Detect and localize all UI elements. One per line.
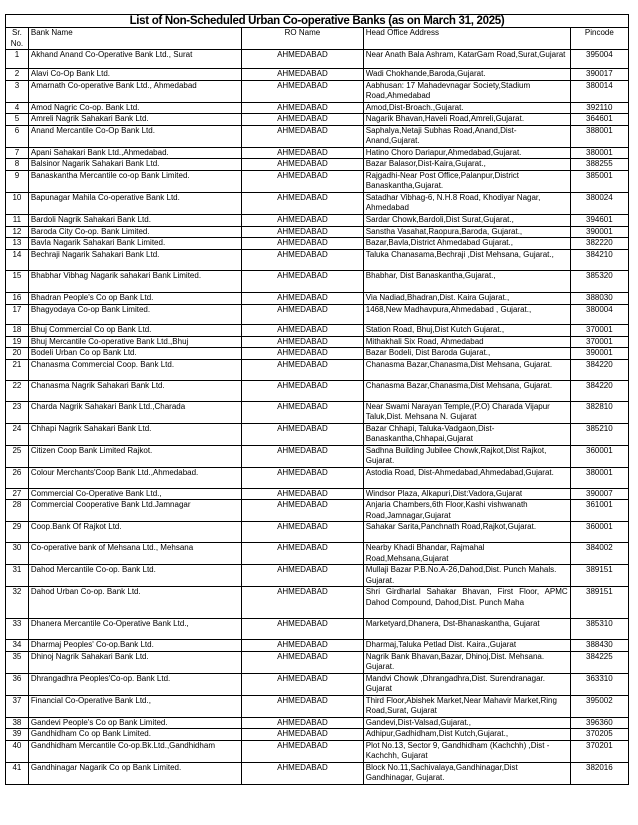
pincode-cell: 370201	[570, 740, 628, 762]
sr-cell: 40	[6, 740, 29, 762]
pincode-cell: 382220	[570, 238, 628, 250]
ro-name-cell: AHMEDABAD	[242, 102, 364, 114]
pincode-cell: 395004	[570, 50, 628, 69]
bank-list-table	[5, 14, 629, 785]
ro-name-cell: AHMEDABAD	[242, 226, 364, 238]
address-cell: Bazar,Bavla,District Ahmedabad Gujarat.,	[363, 238, 570, 250]
pincode-cell: 390001	[570, 348, 628, 360]
ro-name-cell: AHMEDABAD	[242, 147, 364, 159]
sr-cell: 17	[6, 304, 29, 324]
table-row	[6, 114, 629, 126]
bank-name-cell: Bapunagar Mahila Co-operative Bank Ltd.	[28, 192, 241, 214]
sr-cell: 32	[6, 587, 29, 619]
address-cell: Station Road, Bhuj,Dist Kutch Gujarat.,	[363, 324, 570, 336]
address-cell: Aabhusan: 17 Mahadevnagar Society,Stadium Road,Ahmedabad	[363, 80, 570, 102]
ro-name-cell: AHMEDABAD	[242, 270, 364, 292]
ro-name-cell: AHMEDABAD	[242, 170, 364, 192]
table-row	[6, 717, 629, 729]
table-row	[6, 348, 629, 360]
ro-name-cell: AHMEDABAD	[242, 159, 364, 171]
sr-cell: 18	[6, 324, 29, 336]
address-cell: Bazar Bodeli, Dist Baroda Gujarat.,	[363, 348, 570, 360]
header-bank-name: Bank Name	[28, 28, 241, 50]
pincode-cell: 384002	[570, 543, 628, 565]
table-row	[6, 125, 629, 147]
bank-name-cell: Dhinoj Nagrik Sahakari Bank Ltd.	[28, 651, 241, 673]
sr-cell: 6	[6, 125, 29, 147]
sr-cell: 26	[6, 467, 29, 488]
table-row	[6, 214, 629, 226]
address-cell: Dharmaj,Taluka Petlad Dist. Kaira.,Gujarat	[363, 640, 570, 652]
address-cell: Nagrik Bank Bhavan,Bazar, Dhinoj,Dist. Mehsana. Gujarat.	[363, 651, 570, 673]
sr-cell: 34	[6, 640, 29, 652]
pincode-cell: 380001	[570, 147, 628, 159]
bank-name-cell: Alavi Co-Op Bank Ltd.	[28, 69, 241, 81]
address-cell: Near Swami Narayan Temple,(P.O) Charada Vijapur Taluk,Dist. Mehsana N. Gujarat	[363, 401, 570, 423]
sr-cell: 25	[6, 445, 29, 467]
ro-name-cell: AHMEDABAD	[242, 619, 364, 640]
pincode-cell: 363310	[570, 673, 628, 695]
bank-name-cell: Amarnath Co-operative Bank Ltd., Ahmedabad	[28, 80, 241, 102]
address-cell: Sardar Chowk,Bardoli,Dist Surat,Gujarat.,	[363, 214, 570, 226]
bank-name-cell: Bhuj Mercantile Co-operative Bank Ltd.,Bhuj	[28, 336, 241, 348]
bank-name-cell: Akhand Anand Co-Operative Bank Ltd., Surat	[28, 50, 241, 69]
sr-cell: 31	[6, 565, 29, 587]
pincode-cell: 388430	[570, 640, 628, 652]
sr-cell: 16	[6, 292, 29, 304]
address-cell: Mithakhali Six Road, Ahmedabad	[363, 336, 570, 348]
table-row	[6, 445, 629, 467]
address-cell: Anjaria Chambers,6th Floor,Kashi vishwanath Road,Jamnagar,Gujarat	[363, 500, 570, 522]
sr-cell: 3	[6, 80, 29, 102]
address-cell: Saphalya,Netaji Subhas Road,Anand,Dist-Anand,Gujarat.	[363, 125, 570, 147]
bank-name-cell: Bhagyodaya Co-op Bank Limited.	[28, 304, 241, 324]
bank-name-cell: Commercial Co-Operative Bank Ltd.,	[28, 488, 241, 500]
sr-cell: 37	[6, 695, 29, 717]
ro-name-cell: AHMEDABAD	[242, 304, 364, 324]
table-row	[6, 304, 629, 324]
pincode-cell: 396360	[570, 717, 628, 729]
ro-name-cell: AHMEDABAD	[242, 717, 364, 729]
ro-name-cell: AHMEDABAD	[242, 249, 364, 270]
pincode-cell: 360001	[570, 522, 628, 543]
table-row	[6, 543, 629, 565]
bank-name-cell: Colour Merchants'Coop Bank Ltd.,Ahmedabad.	[28, 467, 241, 488]
header-pincode: Pincode	[570, 28, 628, 50]
table-row	[6, 587, 629, 619]
ro-name-cell: AHMEDABAD	[242, 651, 364, 673]
bank-name-cell: Commercial Cooperative Bank Ltd.Jamnagar	[28, 500, 241, 522]
bank-name-cell: Coop.Bank Of Rajkot Ltd.	[28, 522, 241, 543]
bank-name-cell: Dhrangadhra Peoples'Co-op. Bank Ltd.	[28, 673, 241, 695]
bank-name-cell: Bardoli Nagrik Sahakari Bank Ltd.	[28, 214, 241, 226]
sr-cell: 38	[6, 717, 29, 729]
ro-name-cell: AHMEDABAD	[242, 359, 364, 380]
sr-cell: 4	[6, 102, 29, 114]
pincode-cell: 390007	[570, 488, 628, 500]
address-cell: Third Floor,Abishek Market,Near Mahavir Market,Ring Road,Surat, Gujarat	[363, 695, 570, 717]
address-cell: Satadhar Vibhag-6, N.H.8 Road, Khodiyar Nagar, Ahmedabad	[363, 192, 570, 214]
sr-cell: 1	[6, 50, 29, 69]
header-address: Head Office Address	[363, 28, 570, 50]
bank-name-cell: Chanasma Commercial Coop. Bank Ltd.	[28, 359, 241, 380]
ro-name-cell: AHMEDABAD	[242, 740, 364, 762]
address-cell: Nearby Khadi Bhandar, Rajmahal Road,Mehsana,Gujarat	[363, 543, 570, 565]
ro-name-cell: AHMEDABAD	[242, 762, 364, 784]
address-cell: Bazar Balasor,Dist-Kaira,Gujarat.,	[363, 159, 570, 171]
address-cell: Plot No.13, Sector 9, Gandhidham (Kachchh) ,Dist - Kachchh, Gujarat	[363, 740, 570, 762]
table-row	[6, 619, 629, 640]
sr-cell: 22	[6, 380, 29, 401]
pincode-cell: 395002	[570, 695, 628, 717]
address-cell: Wadi Chokhande,Baroda,Gujarat.	[363, 69, 570, 81]
pincode-cell: 380014	[570, 80, 628, 102]
table-row	[6, 50, 629, 69]
ro-name-cell: AHMEDABAD	[242, 467, 364, 488]
bank-name-cell: Bechraji Nagarik Sahakari Bank Ltd.	[28, 249, 241, 270]
bank-name-cell: Dahod Mercantile Co-op. Bank Ltd.	[28, 565, 241, 587]
address-cell: Near Anath Bala Ashram, KatarGam Road,Surat,Gujarat	[363, 50, 570, 69]
bank-name-cell: Bhadran People's Co op Bank Ltd.	[28, 292, 241, 304]
pincode-cell: 385310	[570, 619, 628, 640]
table-row	[6, 170, 629, 192]
title-row	[6, 15, 629, 28]
sr-cell: 19	[6, 336, 29, 348]
sr-cell: 39	[6, 729, 29, 741]
address-cell: Marketyard,Dhanera, Dst-Bhanaskantha, Gujarat	[363, 619, 570, 640]
address-cell: Mullaji Bazar P.B.No.A-26,Dahod,Dist. Punch Mahals. Gujarat.	[363, 565, 570, 587]
table-body	[6, 50, 629, 785]
sr-cell: 8	[6, 159, 29, 171]
ro-name-cell: AHMEDABAD	[242, 114, 364, 126]
pincode-cell: 382016	[570, 762, 628, 784]
bank-name-cell: Bhuj Commercial Co op Bank Ltd.	[28, 324, 241, 336]
table-row	[6, 401, 629, 423]
bank-name-cell: Gandevi People's Co op Bank Limited.	[28, 717, 241, 729]
pincode-cell: 380004	[570, 304, 628, 324]
address-cell: Chanasma Bazar,Chanasma,Dist Mehsana, Gujarat.	[363, 359, 570, 380]
address-cell: Sahakar Sarita,Panchnath Road,Rajkot,Gujarat.	[363, 522, 570, 543]
pincode-cell: 364601	[570, 114, 628, 126]
address-cell: Gandevi,Dist-Valsad,Gujarat.,	[363, 717, 570, 729]
bank-name-cell: Gandhidham Co op Bank Limited.	[28, 729, 241, 741]
table-row	[6, 102, 629, 114]
pincode-cell: 384220	[570, 359, 628, 380]
address-cell: Bhabhar, Dist Banaskantha,Gujarat.,	[363, 270, 570, 292]
address-cell: Chanasma Bazar,Chanasma,Dist Mehsana, Gujarat.	[363, 380, 570, 401]
sr-cell: 20	[6, 348, 29, 360]
sr-cell: 24	[6, 423, 29, 445]
bank-name-cell: Apani Sahakari Bank Ltd.,Ahmedabad.	[28, 147, 241, 159]
sr-cell: 23	[6, 401, 29, 423]
table-row	[6, 249, 629, 270]
address-cell: Mandvi Chowk ,Dhrangadhra,Dist. Surendranagar. Gujarat	[363, 673, 570, 695]
ro-name-cell: AHMEDABAD	[242, 488, 364, 500]
sr-cell: 11	[6, 214, 29, 226]
pincode-cell: 389151	[570, 565, 628, 587]
bank-name-cell: Financial Co-Operative Bank Ltd.,	[28, 695, 241, 717]
sr-cell: 13	[6, 238, 29, 250]
table-row	[6, 270, 629, 292]
address-cell: Rajgadhi-Near Post Office,Palanpur,District Banaskantha,Gujarat.	[363, 170, 570, 192]
ro-name-cell: AHMEDABAD	[242, 348, 364, 360]
address-cell: Adhipur,Gadhidham,Dist Kutch,Gujarat.,	[363, 729, 570, 741]
ro-name-cell: AHMEDABAD	[242, 192, 364, 214]
bank-name-cell: Bavla Nagarik Sahakari Bank Limited.	[28, 238, 241, 250]
sr-cell: 33	[6, 619, 29, 640]
table-row	[6, 336, 629, 348]
table-row	[6, 359, 629, 380]
address-cell: Bazar Chhapi, Taluka-Vadgaon,Dist-Banaskantha,Chhapai,Gujarat	[363, 423, 570, 445]
bank-name-cell: Banaskantha Mercantile co-op Bank Limited.	[28, 170, 241, 192]
pincode-cell: 380024	[570, 192, 628, 214]
header-row	[6, 28, 629, 50]
table-row	[6, 488, 629, 500]
bank-name-cell: Chanasma Nagrik Sahakari Bank Ltd.	[28, 380, 241, 401]
table-row	[6, 226, 629, 238]
pincode-cell: 392110	[570, 102, 628, 114]
sr-cell: 35	[6, 651, 29, 673]
table-row	[6, 69, 629, 81]
address-cell: Shri Girdharlal Sahakar Bhavan, First Floor, APMC Dahod Compound, Dahod,Dist. Punch Maha	[363, 587, 570, 619]
sr-cell: 29	[6, 522, 29, 543]
sr-cell: 27	[6, 488, 29, 500]
ro-name-cell: AHMEDABAD	[242, 522, 364, 543]
ro-name-cell: AHMEDABAD	[242, 587, 364, 619]
table-row	[6, 423, 629, 445]
ro-name-cell: AHMEDABAD	[242, 729, 364, 741]
pincode-cell: 384210	[570, 249, 628, 270]
table-row	[6, 740, 629, 762]
ro-name-cell: AHMEDABAD	[242, 423, 364, 445]
bank-name-cell: Bodeli Urban Co op Bank Ltd.	[28, 348, 241, 360]
address-cell: Sanstha Vasahat,Raopura,Baroda, Gujarat.,	[363, 226, 570, 238]
pincode-cell: 389151	[570, 587, 628, 619]
ro-name-cell: AHMEDABAD	[242, 50, 364, 69]
ro-name-cell: AHMEDABAD	[242, 292, 364, 304]
bank-name-cell: Dhanera Mercantile Co-Operative Bank Ltd.,	[28, 619, 241, 640]
address-cell: Nagarik Bhavan,Haveli Road,Amreli,Gujarat.	[363, 114, 570, 126]
sr-cell: 36	[6, 673, 29, 695]
bank-name-cell: Gandhidham Mercantile Co-op.Bk.Ltd.,Gandhidham	[28, 740, 241, 762]
table-row	[6, 147, 629, 159]
bank-name-cell: Co-operative bank of Mehsana Ltd., Mehsana	[28, 543, 241, 565]
ro-name-cell: AHMEDABAD	[242, 401, 364, 423]
table-row	[6, 324, 629, 336]
pincode-cell: 382810	[570, 401, 628, 423]
address-cell: 1468,New Madhavpura,Ahmedabad , Gujarat.,	[363, 304, 570, 324]
sr-cell: 14	[6, 249, 29, 270]
address-cell: Sadhna Building Jubilee Chowk,Rajkot,Dist Rajkot, Gujarat.	[363, 445, 570, 467]
bank-name-cell: Dahod Urban Co-op. Bank Ltd.	[28, 587, 241, 619]
pincode-cell: 390001	[570, 226, 628, 238]
table-row	[6, 238, 629, 250]
bank-name-cell: Amod Nagric Co-op. Bank Ltd.	[28, 102, 241, 114]
pincode-cell: 370205	[570, 729, 628, 741]
address-cell: Block No.11,Sachivalaya,Gandhinagar,Dist Gandhinagar, Gujarat.	[363, 762, 570, 784]
address-cell: Astodia Road, Dist-Ahmedabad,Ahmedabad,Gujarat.	[363, 467, 570, 488]
ro-name-cell: AHMEDABAD	[242, 640, 364, 652]
header-ro-name: RO Name	[242, 28, 364, 50]
table-row	[6, 762, 629, 784]
pincode-cell: 361001	[570, 500, 628, 522]
ro-name-cell: AHMEDABAD	[242, 565, 364, 587]
pincode-cell: 394601	[570, 214, 628, 226]
sr-cell: 12	[6, 226, 29, 238]
table-title: List of Non-Scheduled Urban Co-operative Banks (as on March 31, 2025)	[6, 15, 629, 28]
ro-name-cell: AHMEDABAD	[242, 500, 364, 522]
sr-cell: 15	[6, 270, 29, 292]
pincode-cell: 360001	[570, 445, 628, 467]
sr-cell: 7	[6, 147, 29, 159]
sr-cell: 30	[6, 543, 29, 565]
pincode-cell: 380001	[570, 467, 628, 488]
sr-cell: 10	[6, 192, 29, 214]
sr-cell: 5	[6, 114, 29, 126]
table-row	[6, 522, 629, 543]
sr-cell: 21	[6, 359, 29, 380]
bank-name-cell: Amreli Nagrik Sahakari Bank Ltd.	[28, 114, 241, 126]
table-row	[6, 292, 629, 304]
pincode-cell: 388255	[570, 159, 628, 171]
pincode-cell: 370001	[570, 336, 628, 348]
address-cell: Windsor Plaza, Alkapuri,Dist:Vadora,Gujarat	[363, 488, 570, 500]
ro-name-cell: AHMEDABAD	[242, 69, 364, 81]
bank-name-cell: Bhabhar Vibhag Nagarik sahakari Bank Limited.	[28, 270, 241, 292]
table-row	[6, 192, 629, 214]
table-row	[6, 80, 629, 102]
bank-name-cell: Chhapi Nagrik Sahakari Bank Ltd.	[28, 423, 241, 445]
pincode-cell: 385320	[570, 270, 628, 292]
address-cell: Amod,Dist-Broach.,Gujarat.	[363, 102, 570, 114]
pincode-cell: 388001	[570, 125, 628, 147]
table-row	[6, 651, 629, 673]
table-row	[6, 380, 629, 401]
pincode-cell: 385001	[570, 170, 628, 192]
header-sr-line2: No.	[10, 38, 24, 48]
table-row	[6, 673, 629, 695]
sr-cell: 41	[6, 762, 29, 784]
table-row	[6, 729, 629, 741]
table-row	[6, 467, 629, 488]
ro-name-cell: AHMEDABAD	[242, 214, 364, 226]
header-sr-no	[6, 28, 29, 50]
ro-name-cell: AHMEDABAD	[242, 695, 364, 717]
ro-name-cell: AHMEDABAD	[242, 336, 364, 348]
table-row	[6, 565, 629, 587]
pincode-cell: 384220	[570, 380, 628, 401]
ro-name-cell: AHMEDABAD	[242, 380, 364, 401]
ro-name-cell: AHMEDABAD	[242, 673, 364, 695]
bank-name-cell: Citizen Coop Bank Limited Rajkot.	[28, 445, 241, 467]
address-cell: Hatino Choro Dariapur,Ahmedabad,Gujarat.	[363, 147, 570, 159]
pincode-cell: 385210	[570, 423, 628, 445]
ro-name-cell: AHMEDABAD	[242, 445, 364, 467]
table-row	[6, 640, 629, 652]
pincode-cell: 370001	[570, 324, 628, 336]
pincode-cell: 390017	[570, 69, 628, 81]
bank-name-cell: Charda Nagrik Sahakari Bank Ltd.,Charada	[28, 401, 241, 423]
header-sr-line1: Sr.	[12, 28, 22, 37]
bank-name-cell: Balsinor Nagarik Sahakari Bank Ltd.	[28, 159, 241, 171]
ro-name-cell: AHMEDABAD	[242, 238, 364, 250]
bank-name-cell: Dharmaj Peoples' Co-op.Bank Ltd.	[28, 640, 241, 652]
pincode-cell: 388030	[570, 292, 628, 304]
ro-name-cell: AHMEDABAD	[242, 125, 364, 147]
sr-cell: 28	[6, 500, 29, 522]
ro-name-cell: AHMEDABAD	[242, 324, 364, 336]
table-row	[6, 695, 629, 717]
address-cell: Via Nadiad,Bhadran,Dist. Kaira Gujarat.,	[363, 292, 570, 304]
table-row	[6, 500, 629, 522]
ro-name-cell: AHMEDABAD	[242, 543, 364, 565]
bank-name-cell: Gandhinagar Nagarik Co op Bank Limited.	[28, 762, 241, 784]
address-cell: Taluka Chanasama,Bechraji ,Dist Mehsana, Gujarat.,	[363, 249, 570, 270]
table-row	[6, 159, 629, 171]
bank-name-cell: Anand Mercantile Co-Op Bank Ltd.	[28, 125, 241, 147]
sr-cell: 2	[6, 69, 29, 81]
sr-cell: 9	[6, 170, 29, 192]
bank-name-cell: Baroda City Co-op. Bank Limited.	[28, 226, 241, 238]
pincode-cell: 384225	[570, 651, 628, 673]
ro-name-cell: AHMEDABAD	[242, 80, 364, 102]
